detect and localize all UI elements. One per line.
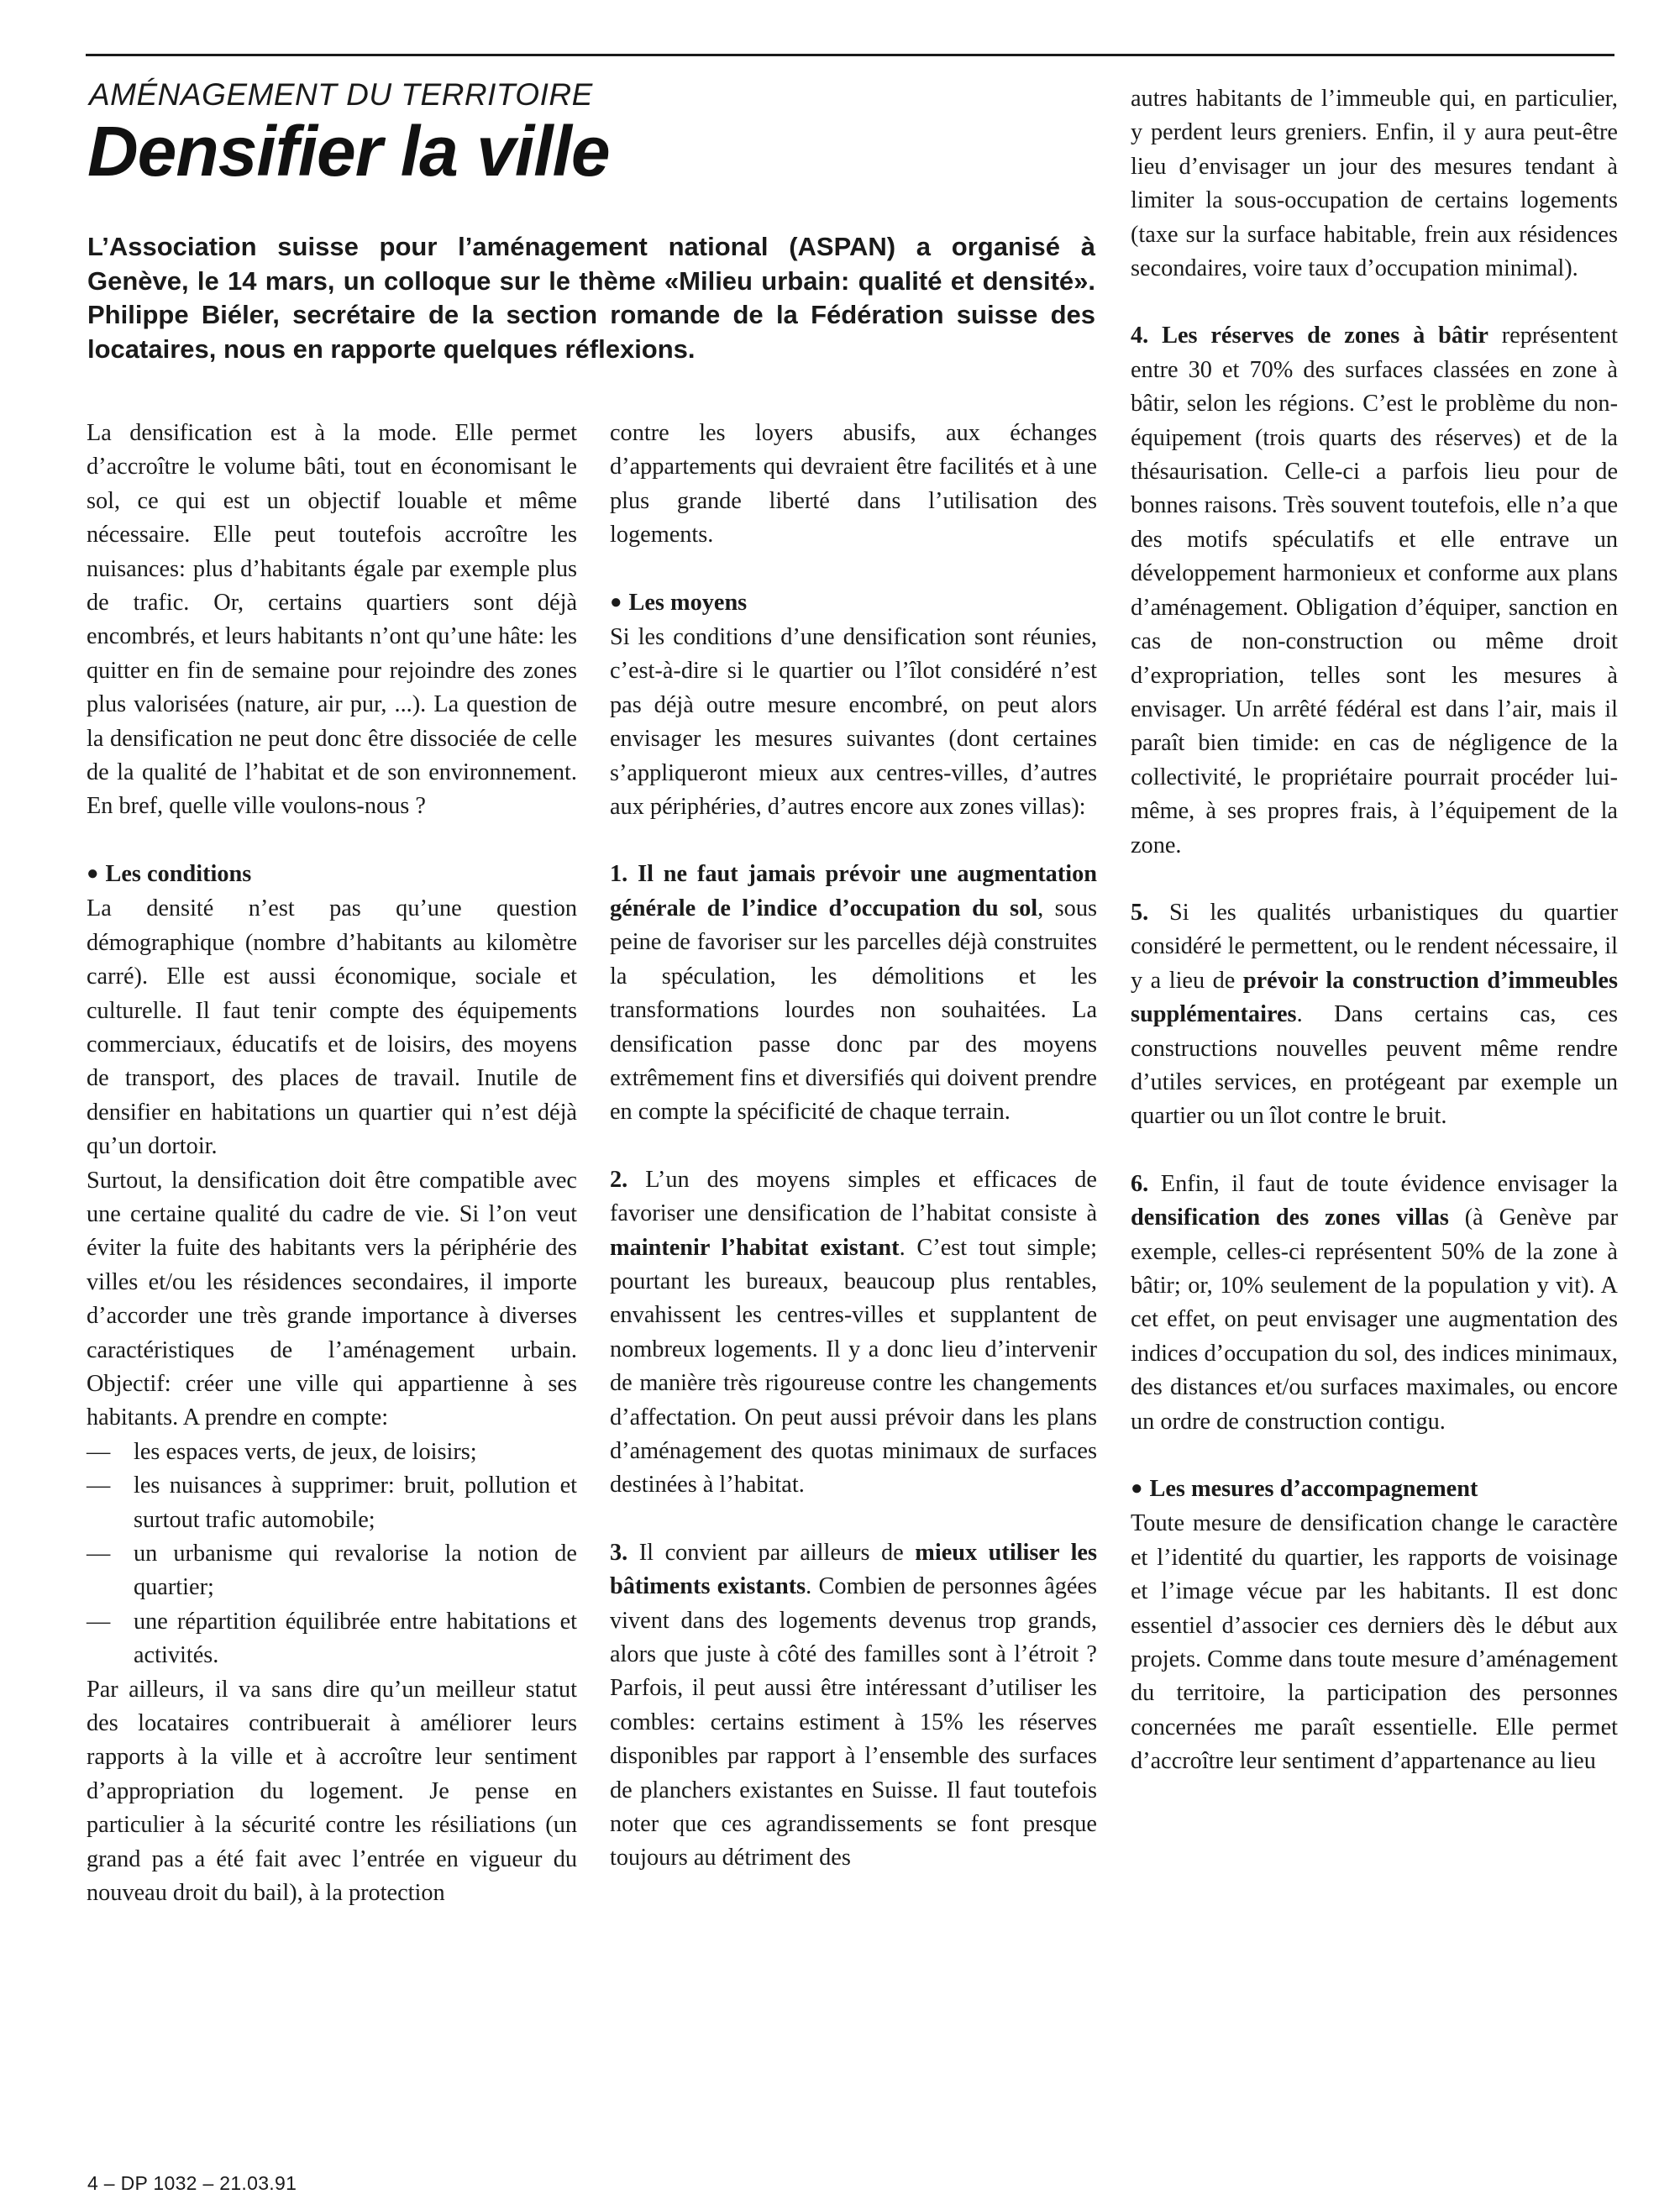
measure-2-text-b: . C’est tout simple; pourtant les bureaux, beaucoup plus rentables, envahissent les centres-villes et supplantent de nombreux logements. Il y a donc lieu d’intervenir de manière très rigoureuse contre les changements d’affectation. On peut aussi prévoir dans les plans d’aménagement des quotas minimaux de surfaces destinées à l’habitat. (610, 1234, 1097, 1499)
measure-5-text-a: Si les qualités urbanistiques du quartier considéré le permettent, ou le rendent nécessaire, il y a lieu de (1131, 899, 1618, 994)
measure-5-text-b: . Dans certains cas, ces constructions nouvelles peuvent même rendre d’utiles services, en protégeant par exemple un quartier ou un îlot contre le bruit. (1131, 1001, 1618, 1130)
measure-6-text-b: (à Genève par exemple, celles-ci représentent 50% de la zone à bâtir; or, 10% seulement de la population y vit). A cet effet, on peut envisager une augmentation des indices d’occupation du sol, des indices minimaux, des distances et/ou surfaces maximales, ou encore un ordre de construction contigu. (1131, 1205, 1619, 1435)
subhead-moyens (610, 586, 1097, 621)
dash-icon: — (87, 1608, 111, 1635)
measure-1 (610, 858, 1097, 1129)
measure-2-emphasis: maintenir l’habitat existant (610, 1234, 900, 1261)
list-item (87, 1605, 577, 1673)
measure-5-emphasis: prévoir la construction d’immeubles supplémentaires (1131, 967, 1618, 1028)
measure-4-text: représentent entre 30 et 70% des surfaces classées en zone à bâtir, selon les régions. C’est le problème du non-équipement (trois quarts des réserves) et de la thésaurisation. Celle-ci a parfois lieu pour de bonnes raisons. Très souvent toutefois, elle n’a que des motifs spéculatifs et elle entrave un développement harmonieux et conforme aux plans d’aménagement. Obligation d’équiper, sanction en cas de non-construction ou même droit d’expropriation, telles sont les mesures à envisager. Un arrêté fédéral est dans l’air, mais il paraît bien timide: en cas de négligence de la collectivité, le propriétaire pourrait procéder lui-même, à ses propres frais, à l’équipement de la zone. (1131, 323, 1618, 858)
intro-paragraph: La densification est à la mode. Elle permet d’accroître le volume bâti, tout en économisant le sol, ce qui est un objectif louable et même nécessaire. Elle peut toutefois accroître les nuisances: plus d’habitants égale par exemple plus de trafic. Or, certains quartiers sont déjà encombrés, et leurs habitants n’ont qu’une hâte: les quitter en fin de semaine pour rejoindre des zones plus valorisées (nature, air pur, ...). La question de la densification ne peut donc être dissociée de celle de la qualité de l’habitat et de son environnement. En bref, quelle ville voulons-nous ? (87, 420, 577, 820)
measure-3 (610, 1536, 1097, 1876)
measure-1-heading: 1. Il ne faut jamais prévoir une augmentation générale de l’indice d’occupation du sol (610, 861, 1097, 921)
measure-6-emphasis: densification des zones villas (1131, 1205, 1449, 1231)
article-title: Densifier la ville (87, 112, 610, 191)
criteria-list (87, 1436, 577, 1673)
measure-5 (1131, 896, 1618, 1134)
measure-3-number: 3. (610, 1539, 628, 1566)
subhead-moyens-label: Les moyens (628, 589, 748, 616)
list-item-text: une répartition équilibrée entre habitations et activités. (134, 1608, 577, 1669)
measure-4-heading: 4. Les réserves de zones à bâtir (1131, 323, 1488, 349)
page-folio: 4 – DP 1032 – 21.03.91 (87, 2172, 297, 2194)
measure-2 (610, 1163, 1097, 1503)
dash-icon: — (87, 1541, 111, 1567)
list-item (87, 1537, 577, 1605)
dash-icon: — (87, 1472, 111, 1499)
list-item (87, 1469, 577, 1537)
conditions-paragraph-3: Par ailleurs, il va sans dire qu’un meilleur statut des locataires contribuerait à améliorer leurs rapports à la ville et à accroître leur sentiment d’appropriation du logement. Je pense en particulier à la sécurité contre les résiliations (un grand pas a été fait avec l’entrée en vigueur du nouveau droit du bail), à la protection (87, 1676, 577, 1907)
subhead-mesures (1131, 1472, 1618, 1507)
list-item-text: les nuisances à supprimer: bruit, pollution et surtout trafic automobile; (134, 1472, 577, 1533)
mesures-paragraph: Toute mesure de densification change le caractère et l’identité du quartier, les rapports de voisinage et l’image vécue par les habitants. Il est donc essentiel d’associer ces derniers dès le début aux projets. Comme dans toute mesure d’aménagement du territoire, la participation des personnes concernées me paraît essentielle. Elle permet d’accroître leur sentiment d’appartenance au lieu (1131, 1510, 1618, 1775)
measure-5-number: 5. (1131, 899, 1149, 926)
subhead-conditions-label: Les conditions (105, 860, 252, 887)
measure-1-text: , sous peine de favoriser sur les parcelles déjà construites la spéculation, les démolitions et les transformations lourdes non souhaitées. La densification passe donc par des moyens extrêmement fins et diversifiés qui doivent prendre en compte la spécificité de chaque terrain. (610, 895, 1097, 1126)
measure-6 (1131, 1168, 1618, 1439)
dash-icon: — (87, 1438, 111, 1465)
top-rule (86, 54, 1614, 56)
subhead-mesures-label: Les mesures d’accompagnement (1149, 1476, 1478, 1503)
column-3 (1131, 82, 1618, 1779)
column-1 (87, 417, 577, 1910)
bullet-icon: ● (610, 591, 622, 613)
measure-2-number: 2. (610, 1166, 628, 1193)
measure-6-text-a: Enfin, il faut de toute évidence envisager la (1148, 1170, 1618, 1197)
list-item-text: les espaces verts, de jeux, de loisirs; (134, 1438, 477, 1465)
continuation-paragraph: contre les loyers abusifs, aux échanges d’appartements qui devraient être facilités et à une plus grande liberté dans l’utilisation des logements. (610, 420, 1097, 549)
measure-3-emphasis: mieux utiliser les bâtiments existants (610, 1539, 1098, 1600)
measure-3-text-b: . Combien de personnes âgées vivent dans des logements devenus trop grands, alors que juste à côté des familles sont à l’étroit ? Parfois, il peut aussi être intéressant d’utiliser les combles: certains estiment à 15% les réserves disponibles par rapport à l’ensemble des surfaces de planchers existantes en Suisse. Il faut toutefois noter que ces agrandissements se font presque toujours au détriment des (610, 1573, 1097, 1871)
article-lead: L’Association suisse pour l’aménagement national (ASPAN) a organisé à Genève, le 14 mars, un colloque sur le thème «Milieu urbain: qualité et densité». Philippe Biéler, secrétaire de la section romande de la Fédération suisse des locataires, nous en rapporte quelques réflexions. (87, 232, 1095, 364)
moyens-intro-paragraph: Si les conditions d’une densification sont réunies, c’est-à-dire si le quartier ou l’îlot considéré n’est pas déjà outre mesure encombré, on peut alors envisager les mesures suivantes (dont certaines s’appliqueront mieux aux centres-villes, d’autres aux périphéries, d’autres encore aux zones villas): (610, 624, 1097, 821)
section-kicker: AMÉNAGEMENT DU TERRITOIRE (89, 77, 593, 112)
list-item (87, 1436, 577, 1469)
bullet-icon: ● (1131, 1478, 1143, 1500)
conditions-paragraph-1: La densité n’est pas qu’une question démographique (nombre d’habitants au kilomètre carré). Elle est aussi économique, sociale et culturelle. Il faut tenir compte des équipements commerciaux, éducatifs et de loisirs, des moyens de transport, des places de travail. Inutile de densifier en habitations un quartier qui n’est déjà qu’un dortoir. (87, 895, 577, 1160)
subhead-conditions (87, 858, 577, 892)
continuation-paragraph: autres habitants de l’immeuble qui, en particulier, y perdent leurs greniers. Enfin, il y aura peut-être lieu d’envisager un jour des mesures tendant à limiter la sous-occupation de certains logements (taxe sur la surface habitable, frein aux résidences secondaires, voire taux d’occupation minimal). (1131, 86, 1618, 282)
list-item-text: un urbanisme qui revalorise la notion de quartier; (134, 1541, 577, 1601)
measure-3-text-a: Il convient par ailleurs de (627, 1539, 916, 1566)
column-2 (610, 417, 1097, 1876)
measure-4 (1131, 319, 1618, 863)
measure-2-text-a: L’un des moyens simples et efficaces de favoriser une densification de l’habitat consiste à (610, 1166, 1097, 1227)
bullet-icon: ● (87, 862, 99, 885)
conditions-paragraph-2: Surtout, la densification doit être compatible avec une certaine qualité du cadre de vie. Si l’on veut éviter la fuite des habitants vers la périphérie des villes et/ou les résidences secondaires, il importe d’accorder une très grande importance à diverses caractéristiques de l’aménagement urbain. Objectif: créer une ville qui appartienne à ses habitants. A prendre en compte: (87, 1167, 577, 1431)
measure-6-number: 6. (1131, 1170, 1149, 1197)
